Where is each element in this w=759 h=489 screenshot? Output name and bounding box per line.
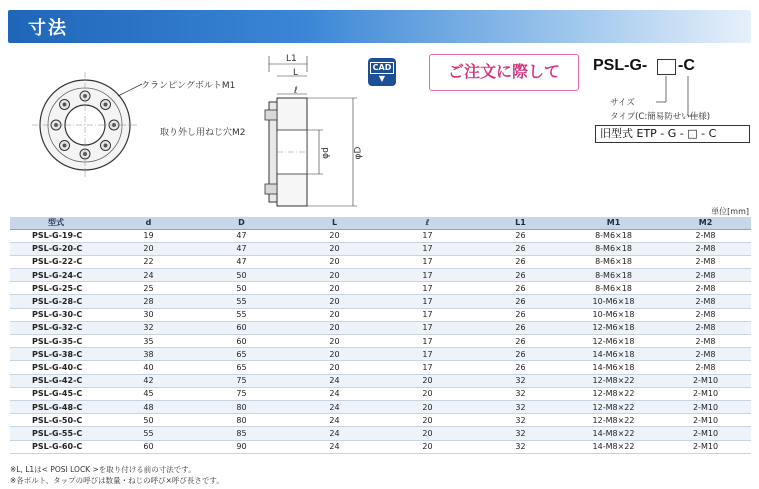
- table-row: [10, 374, 751, 387]
- table-cell: 12-M8×22: [567, 387, 660, 400]
- table-cell: 42: [102, 374, 195, 387]
- dim-phi-d-label: φd: [320, 147, 331, 159]
- table-cell: 20: [288, 348, 381, 361]
- table-cell: 8-M6×18: [567, 255, 660, 268]
- dim-phi-D-label: φD: [353, 146, 364, 160]
- footnote-1: ※L, L1は< POSI LOCK >を取り付ける前の寸法です。: [10, 465, 196, 474]
- table-cell: 17: [381, 255, 474, 268]
- section-header: [8, 10, 751, 43]
- table-cell: PSL-G-25-C: [10, 282, 102, 295]
- table-cell: 12-M8×22: [567, 400, 660, 413]
- table-cell: 60: [102, 440, 195, 453]
- dimension-figure: [0, 48, 759, 208]
- product-code-suffix: -C: [678, 57, 695, 74]
- order-note-button[interactable]: ご注文に際して: [429, 54, 579, 91]
- table-cell: 26: [474, 282, 567, 295]
- table-cell: 26: [474, 361, 567, 374]
- table-cell: 17: [381, 321, 474, 334]
- table-cell: 2-M8: [660, 242, 751, 255]
- table-row: [10, 282, 751, 295]
- table-cell: 60: [195, 335, 288, 348]
- table-cell: PSL-G-32-C: [10, 321, 102, 334]
- table-row: [10, 387, 751, 400]
- table-cell: PSL-G-24-C: [10, 269, 102, 282]
- cad-label: CAD: [370, 62, 395, 74]
- spec-table: [10, 217, 751, 454]
- table-cell: 8-M6×18: [567, 229, 660, 242]
- table-cell: 14-M6×18: [567, 348, 660, 361]
- table-row: [10, 308, 751, 321]
- table-cell: 14-M8×22: [567, 427, 660, 440]
- table-cell: 80: [195, 400, 288, 413]
- table-cell: 14-M8×22: [567, 440, 660, 453]
- table-cell: 20: [288, 282, 381, 295]
- table-cell: 20: [288, 269, 381, 282]
- col-header-L1: L1: [474, 217, 567, 229]
- table-cell: 20: [288, 255, 381, 268]
- table-cell: 17: [381, 295, 474, 308]
- size-placeholder-box: [657, 59, 676, 75]
- table-cell: 26: [474, 335, 567, 348]
- footnote-2: ※各ボルト、タップの呼びは数量・ねじの呼び×呼び長さです。: [10, 476, 224, 485]
- table-cell: 26: [474, 295, 567, 308]
- table-cell: 20: [288, 361, 381, 374]
- table-cell: 20: [288, 242, 381, 255]
- table-cell: 85: [195, 427, 288, 440]
- table-cell: 28: [102, 295, 195, 308]
- section-title: 寸法: [28, 18, 68, 39]
- table-cell: PSL-G-45-C: [10, 387, 102, 400]
- type-note: タイプ(C:簡易防せい仕様): [610, 112, 711, 122]
- table-cell: PSL-G-48-C: [10, 400, 102, 413]
- table-cell: 22: [102, 255, 195, 268]
- table-cell: 20: [288, 308, 381, 321]
- col-header-D: D: [195, 217, 288, 229]
- table-cell: 2-M8: [660, 269, 751, 282]
- table-cell: 47: [195, 242, 288, 255]
- table-cell: 2-M10: [660, 387, 751, 400]
- table-cell: 24: [102, 269, 195, 282]
- table-cell: 32: [474, 427, 567, 440]
- cad-download-button[interactable]: [368, 58, 396, 86]
- table-cell: 8-M6×18: [567, 242, 660, 255]
- table-cell: 26: [474, 255, 567, 268]
- table-cell: 2-M8: [660, 361, 751, 374]
- table-cell: 19: [102, 229, 195, 242]
- table-cell: 26: [474, 242, 567, 255]
- table-cell: 8-M6×18: [567, 269, 660, 282]
- table-cell: 20: [381, 374, 474, 387]
- table-cell: PSL-G-40-C: [10, 361, 102, 374]
- table-cell: 12-M8×22: [567, 414, 660, 427]
- table-cell: PSL-G-20-C: [10, 242, 102, 255]
- table-cell: PSL-G-22-C: [10, 255, 102, 268]
- table-cell: 20: [288, 321, 381, 334]
- table-cell: 55: [102, 427, 195, 440]
- table-cell: 24: [288, 374, 381, 387]
- table-cell: 47: [195, 229, 288, 242]
- table-cell: 32: [474, 387, 567, 400]
- col-header-L: L: [288, 217, 381, 229]
- table-cell: 26: [474, 348, 567, 361]
- table-cell: 25: [102, 282, 195, 295]
- table-cell: 2-M8: [660, 335, 751, 348]
- table-cell: 65: [195, 361, 288, 374]
- table-cell: 17: [381, 348, 474, 361]
- table-cell: 35: [102, 335, 195, 348]
- table-header-row: [10, 217, 751, 229]
- table-cell: 20: [288, 229, 381, 242]
- table-cell: 20: [381, 414, 474, 427]
- dim-L1-label: L1: [286, 54, 297, 64]
- table-cell: 14-M6×18: [567, 361, 660, 374]
- table-cell: 2-M10: [660, 400, 751, 413]
- table-cell: 24: [288, 414, 381, 427]
- table-cell: 38: [102, 348, 195, 361]
- table-cell: 65: [195, 348, 288, 361]
- table-cell: 26: [474, 269, 567, 282]
- table-cell: 32: [474, 414, 567, 427]
- table-cell: 12-M6×18: [567, 335, 660, 348]
- table-cell: 26: [474, 308, 567, 321]
- table-cell: PSL-G-42-C: [10, 374, 102, 387]
- table-row: [10, 400, 751, 413]
- table-cell: 20: [288, 335, 381, 348]
- table-cell: PSL-G-50-C: [10, 414, 102, 427]
- table-cell: 17: [381, 335, 474, 348]
- old-model-box: 旧型式 ETP - G - □ - C: [595, 125, 750, 143]
- table-cell: 24: [288, 427, 381, 440]
- table-cell: 10-M6×18: [567, 308, 660, 321]
- spec-table-body: [10, 229, 751, 453]
- table-cell: 17: [381, 308, 474, 321]
- table-cell: 80: [195, 414, 288, 427]
- table-cell: 2-M10: [660, 414, 751, 427]
- table-cell: 8-M6×18: [567, 282, 660, 295]
- table-row: [10, 361, 751, 374]
- table-cell: PSL-G-19-C: [10, 229, 102, 242]
- removal-hole-label: 取り外し用ねじ穴M2: [160, 128, 246, 138]
- table-cell: 48: [102, 400, 195, 413]
- table-row: [10, 229, 751, 242]
- table-cell: 26: [474, 229, 567, 242]
- table-cell: PSL-G-35-C: [10, 335, 102, 348]
- table-cell: 30: [102, 308, 195, 321]
- dim-L-label: L: [293, 68, 299, 78]
- table-cell: 55: [195, 295, 288, 308]
- table-cell: 32: [102, 321, 195, 334]
- table-cell: 24: [288, 387, 381, 400]
- unit-label: 単位[mm]: [711, 207, 749, 216]
- table-cell: PSL-G-28-C: [10, 295, 102, 308]
- table-cell: 20: [381, 427, 474, 440]
- col-header-model: 型式: [10, 217, 102, 229]
- table-cell: 12-M6×18: [567, 321, 660, 334]
- table-cell: 20: [102, 242, 195, 255]
- side-view-drawing: [255, 52, 365, 208]
- table-cell: 32: [474, 440, 567, 453]
- table-row: [10, 440, 751, 453]
- table-row: [10, 335, 751, 348]
- table-cell: PSL-G-38-C: [10, 348, 102, 361]
- table-cell: 2-M10: [660, 440, 751, 453]
- table-cell: 55: [195, 308, 288, 321]
- table-cell: 47: [195, 255, 288, 268]
- table-cell: 12-M8×22: [567, 374, 660, 387]
- table-cell: 24: [288, 400, 381, 413]
- table-row: [10, 321, 751, 334]
- col-header-M2: M2: [660, 217, 751, 229]
- table-cell: 10-M6×18: [567, 295, 660, 308]
- table-cell: 32: [474, 400, 567, 413]
- table-cell: 17: [381, 269, 474, 282]
- table-row: [10, 295, 751, 308]
- col-header-d: d: [102, 217, 195, 229]
- table-cell: 32: [474, 374, 567, 387]
- table-row: [10, 348, 751, 361]
- col-header-ell: ℓ: [381, 217, 474, 229]
- table-row: [10, 242, 751, 255]
- table-cell: 90: [195, 440, 288, 453]
- table-row: [10, 269, 751, 282]
- table-cell: 2-M8: [660, 348, 751, 361]
- table-cell: 2-M8: [660, 255, 751, 268]
- product-code-prefix: PSL-G-: [593, 57, 648, 74]
- table-cell: 24: [288, 440, 381, 453]
- table-cell: 2-M8: [660, 321, 751, 334]
- clamping-bolt-label: クランピングボルトM1: [141, 81, 236, 91]
- table-row: [10, 255, 751, 268]
- table-cell: 20: [381, 400, 474, 413]
- table-cell: 2-M8: [660, 282, 751, 295]
- table-cell: 17: [381, 361, 474, 374]
- table-cell: 2-M10: [660, 427, 751, 440]
- table-row: [10, 427, 751, 440]
- col-header-M1: M1: [567, 217, 660, 229]
- table-cell: 20: [381, 440, 474, 453]
- table-cell: 45: [102, 387, 195, 400]
- table-cell: 26: [474, 321, 567, 334]
- table-cell: 75: [195, 387, 288, 400]
- dim-ell-label: ℓ: [294, 86, 298, 96]
- table-cell: 20: [288, 295, 381, 308]
- table-cell: 20: [381, 387, 474, 400]
- table-cell: 17: [381, 229, 474, 242]
- table-cell: PSL-G-55-C: [10, 427, 102, 440]
- table-cell: 17: [381, 282, 474, 295]
- table-cell: 2-M8: [660, 295, 751, 308]
- table-row: [10, 414, 751, 427]
- table-cell: 2-M10: [660, 374, 751, 387]
- table-cell: 17: [381, 242, 474, 255]
- table-cell: 75: [195, 374, 288, 387]
- download-arrow-icon: ▼: [378, 74, 386, 83]
- table-cell: 40: [102, 361, 195, 374]
- table-cell: 2-M8: [660, 308, 751, 321]
- table-cell: 50: [195, 269, 288, 282]
- size-note: サイズ: [610, 98, 635, 108]
- table-cell: 2-M8: [660, 229, 751, 242]
- table-cell: PSL-G-60-C: [10, 440, 102, 453]
- table-cell: 50: [102, 414, 195, 427]
- table-cell: 60: [195, 321, 288, 334]
- table-cell: PSL-G-30-C: [10, 308, 102, 321]
- table-cell: 50: [195, 282, 288, 295]
